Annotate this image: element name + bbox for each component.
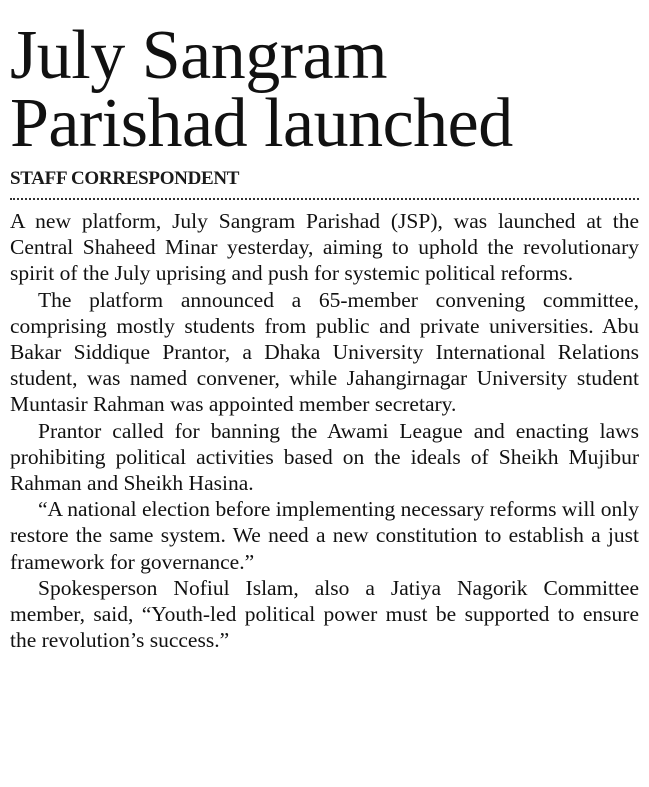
- headline: [10, 0, 639, 162]
- paragraph-2: The platform announced a 65-member convening committee, comprising mostly students from public and private universities. Abu Bakar Siddique Prantor, a Dhaka University International Relations student, was named convener, while Jahangirnagar University student Muntasir Rahman was appointed member secretary.: [10, 287, 639, 417]
- headline-line-2: Parishad launched: [10, 85, 513, 162]
- dotted-divider: [10, 198, 639, 200]
- byline: STAFF CORRESPONDENT: [10, 168, 240, 189]
- paragraph-5: Spokesperson Nofiul Islam, also a Jatiya Nagorik Committee member, said, “Youth-led political power must be supported to ensure the revolution’s success.”: [10, 575, 639, 653]
- paragraph-1: A new platform, July Sangram Parishad (JSP), was launched at the Central Shaheed Minar yesterday, aiming to uphold the revolutionary spirit of the July uprising and push for systemic political reforms.: [10, 209, 639, 286]
- headline-line-1: July Sangram: [10, 17, 388, 94]
- news-article: [10, 0, 639, 653]
- paragraph-3: Prantor called for banning the Awami League and enacting laws prohibiting political activities based on the ideals of Sheikh Mujibur Rahman and Sheikh Hasina.: [10, 418, 639, 496]
- paragraph-4: “A national election before implementing necessary reforms will only restore the same system. We need a new constitution to establish a just framework for governance.”: [10, 497, 639, 574]
- article-body: [10, 208, 639, 653]
